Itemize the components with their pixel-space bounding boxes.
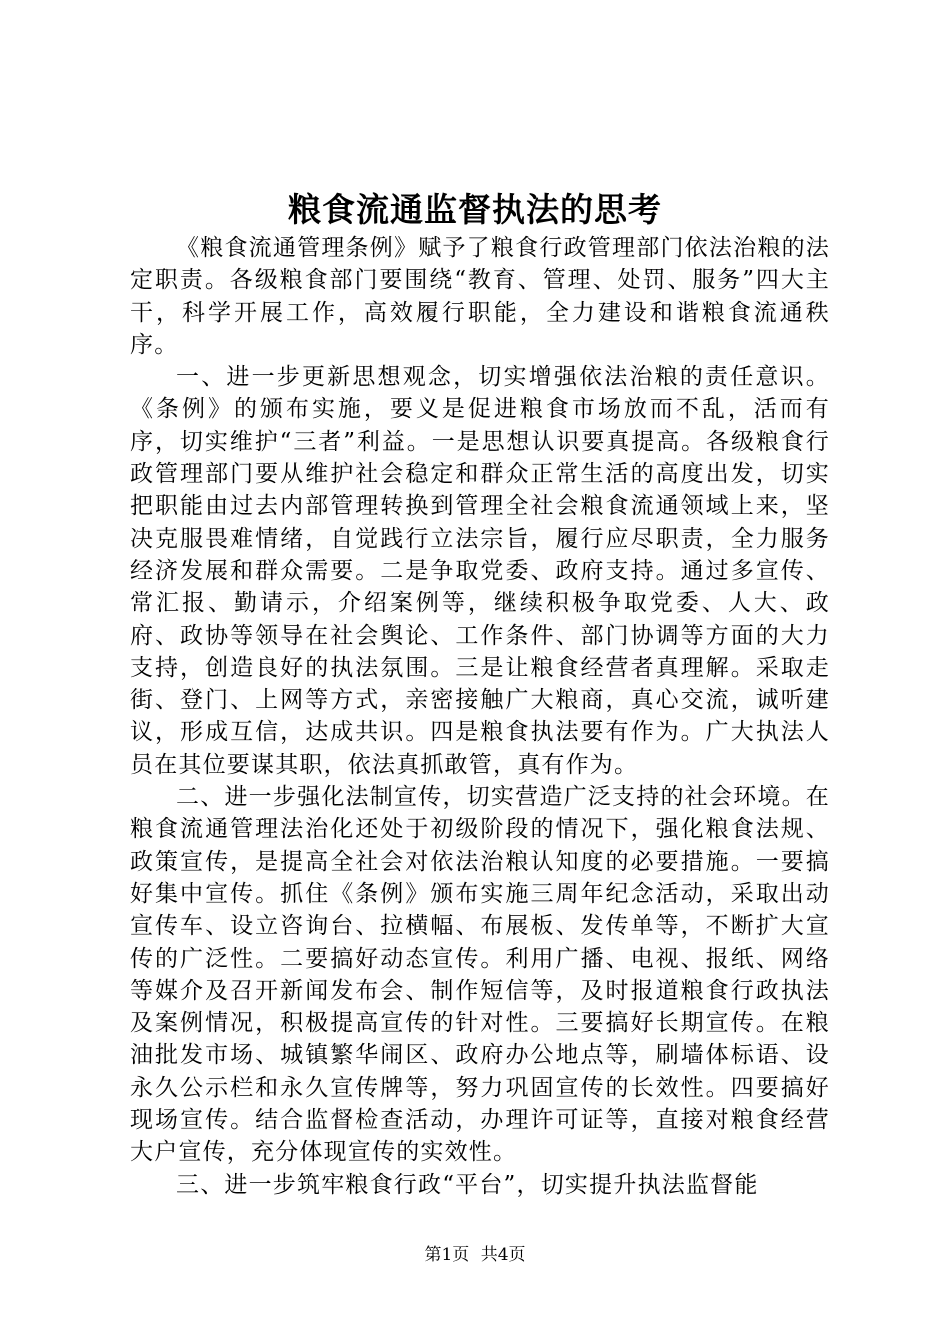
document-body (130, 232, 830, 1201)
paragraph-section-1: 一、进一步更新思想观念，切实增强依法治粮的责任意识。《条例》的颁布实施，要义是促进粮食市场放而不乱，活而有序，切实维护“三者”利益。一是思想认识要真提高。各级粮食行政管理部门要从维护社会稳定和群众正常生活的高度出发，切实把职能由过去内部管理转换到管理全社会粮食流通领域上来，坚决克服畏难情绪，自觉践行立法宗旨，履行应尽职责，全力服务经济发展和群众需要。二是争取党委、政府支持。通过多宣传、常汇报、勤请示，介绍案例等，继续积极争取党委、人大、政府、政协等领导在社会舆论、工作条件、部门协调等方面的大力支持，创造良好的执法氛围。三是让粮食经营者真理解。采取走街、登门、上网等方式，亲密接触广大粮商，真心交流，诚听建议，形成互信，达成共识。四是粮食执法要有作为。广大执法人员在其位要谋其职，依法真抓敢管，真有作为。 (130, 364, 830, 778)
page-total: 共4页 (480, 1245, 526, 1265)
paragraph-section-2: 二、进一步强化法制宣传，切实营造广泛支持的社会环境。在粮食流通管理法治化还处于初级阶段的情况下，强化粮食法规、政策宣传，是提高全社会对依法治粮认知度的必要措施。一要搞好集中宣传。抓住《条例》颁布实施三周年纪念活动，采取出动宣传车、设立咨询台、拉横幅、布展板、发传单等，不断扩大宣传的广泛性。二要搞好动态宣传。利用广播、电视、报纸、网络等媒介及召开新闻发布会、制作短信等，及时报道粮食行政执法及案例情况，积极提高宣传的针对性。三要搞好长期宣传。在粮油批发市场、城镇繁华闹区、政府办公地点等，刷墙体标语、设永久公示栏和永久宣传牌等，努力巩固宣传的长效性。四要搞好现场宣传。结合监督检查活动，办理许可证等，直接对粮食经营大户宣传，充分体现宣传的实效性。 (130, 784, 830, 1166)
page-footer (0, 1244, 950, 1266)
paragraph-section-3: 三、进一步筑牢粮食行政“平台”，切实提升执法监督能 (176, 1171, 759, 1198)
page-number: 第1页 (424, 1245, 470, 1265)
document-title: 粮食流通监督执法的思考 (288, 190, 662, 229)
paragraph-intro: 《粮食流通管理条例》赋予了粮食行政管理部门依法治粮的法定职责。各级粮食部门要围绕“教育、管理、处罚、服务”四大主干，科学开展工作，高效履行职能，全力建设和谐粮食流通秩序。 (130, 235, 830, 358)
